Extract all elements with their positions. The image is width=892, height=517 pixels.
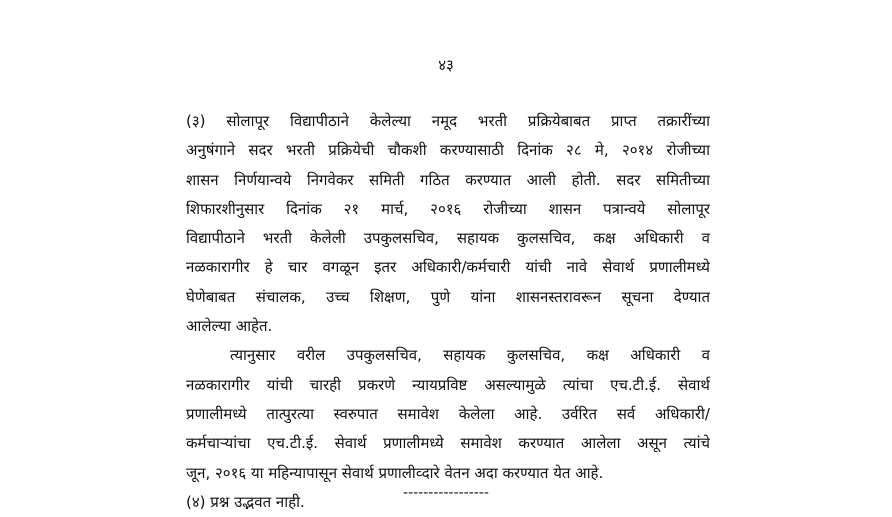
follow-up-line: नळकारागीर यांची चारही प्रकरणे न्यायप्रविष्ट असल्यामुळे त्यांचा एच.टी.ई. सेवार्थ: [186, 375, 710, 394]
paragraph-3-line: शिफारशीनुसार दिनांक २१ मार्च, २०१६ रोजीच्या शासन पत्रान्वये सोलापूर: [186, 199, 710, 218]
follow-up-line: जून, २०१६ या महिन्यापासून सेवार्थ प्रणालीव्दारे वेतन अदा करण्यात येत आहे.: [186, 463, 604, 482]
paragraph-3-line: (३) सोलापूर विद्यापीठाने केलेल्या नमूद भरती प्रक्रियेबाबत प्राप्त तक्रारींच्या: [186, 112, 710, 130]
follow-up-paragraph: [186, 341, 710, 487]
paragraph-3-line: आलेल्या आहेत.: [186, 317, 273, 336]
paragraph-3-line: घेणेबाबत संचालक, उच्च शिक्षण, पुणे यांना शासनस्तरावरून सूचना देण्यात: [186, 287, 710, 306]
paragraph-3-line: विद्यापीठाने भरती केलेली उपकुलसचिव, सहायक कुलसचिव, कक्ष अधिकारी व: [186, 229, 710, 248]
follow-up-line: त्यानुसार वरील उपकुलसचिव, सहायक कुलसचिव, कक्ष अधिकारी व: [230, 346, 710, 365]
page-number: ४३: [438, 56, 454, 74]
closing-rule: -----------------: [403, 485, 489, 501]
paragraph-3-line: अनुषंगाने सदर भरती प्रक्रियेची चौकशी करण्यासाठी दिनांक २८ मे, २०१४ रोजीच्या: [186, 141, 710, 160]
follow-up-line: प्रणालीमध्ये तात्पुरत्या स्वरुपात समावेश केलेला आहे. उर्वरित सर्व अधिकारी/: [186, 404, 710, 423]
follow-up-line: कर्मचाऱ्यांचा एच.टी.ई. सेवार्थ प्रणालीमध्ये समावेश करण्यात आलेला असून त्यांचे: [186, 434, 710, 453]
answer-body: [186, 107, 710, 517]
paragraph-4: (४) प्रश्न उद्भवत नाही.: [186, 492, 305, 511]
paragraph-3-line: शासन निर्णयान्वये निगवेकर समिती गठित करण्यात आली होती. सदर समितीच्या: [186, 170, 710, 189]
paragraph-3-line: नळकारागीर हे चार वगळून इतर अधिकारी/कर्मचारी यांची नावे सेवार्थ प्रणालीमध्ये: [186, 258, 710, 277]
paragraph-3: [186, 107, 710, 341]
